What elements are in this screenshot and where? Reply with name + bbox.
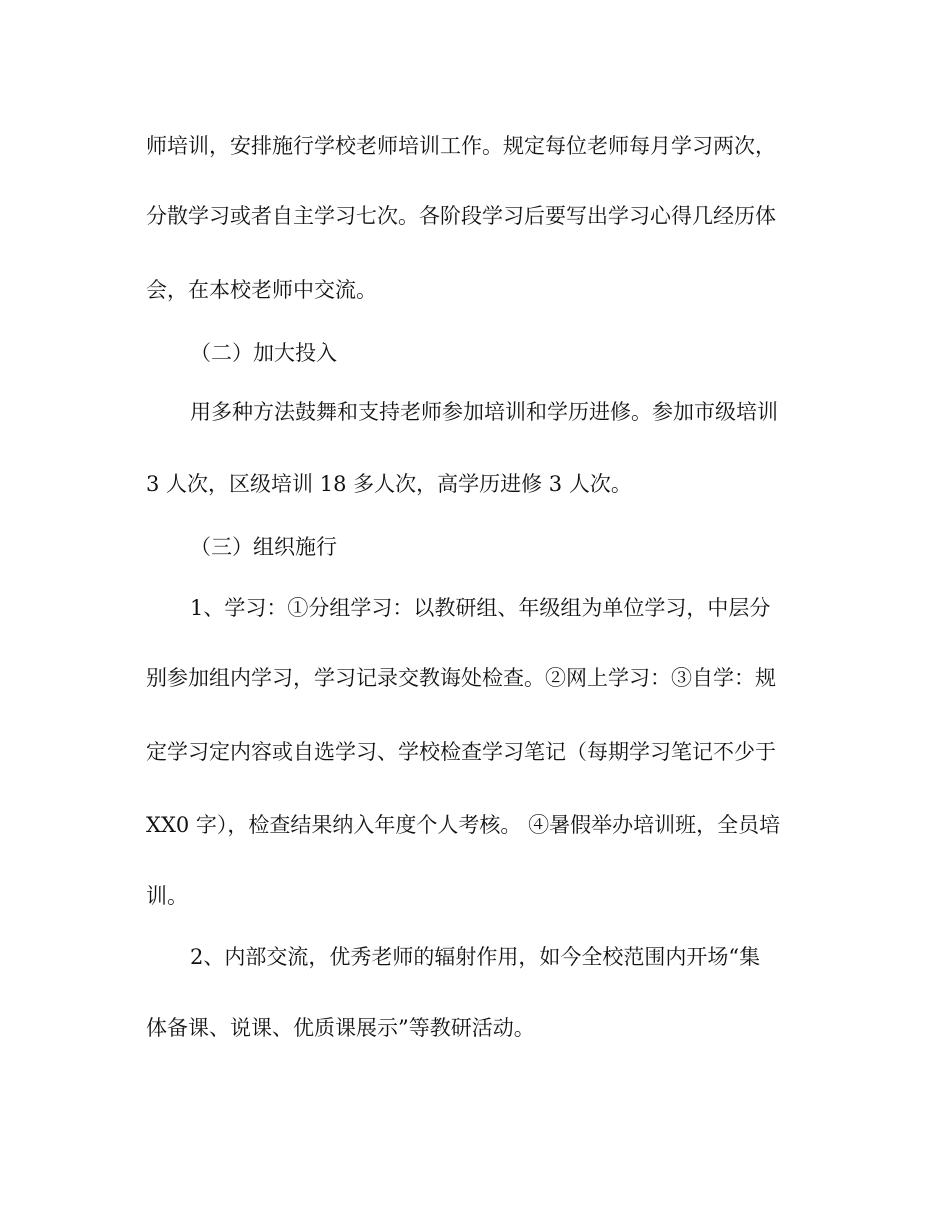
text-line-12: 训。 <box>146 884 188 908</box>
text-line-14: 体备课、说课、优质课展示”等教研活动。 <box>146 1016 535 1040</box>
text-line-3: 会，在本校老师中交流。 <box>146 278 377 302</box>
text-line-2: 分散学习或者自主学习七次。各阶段学习后要写出学习心得几经历体 <box>146 204 776 228</box>
text-line-1: 师培训，安排施行学校老师培训工作。规定每位老师每月学习两次， <box>146 134 776 158</box>
section-heading-2: （二）加大投入 <box>190 341 337 365</box>
text-line-10: 定学习定内容或自选学习、学校检查学习笔记（每期学习笔记不少于 <box>146 740 776 764</box>
text-line-11: XX0 字），检查结果纳入年度个人考核。 ④暑假举办培训班，全员培 <box>146 813 781 837</box>
text-line-8: 1、学习：①分组学习：以教研组、年级组为单位学习，中层分 <box>190 596 771 620</box>
text-line-6: 3 人次，区级培训 18 多人次，高学历进修 3 人次。 <box>146 472 632 496</box>
text-line-9: 别参加组内学习，学习记录交教诲处检查。②网上学习：③自学：规 <box>146 666 776 690</box>
text-line-5: 用多种方法鼓舞和支持老师参加培训和学历进修。参加市级培训 <box>190 400 778 424</box>
section-heading-3: （三）组织施行 <box>190 535 337 559</box>
text-line-13: 2、内部交流，优秀老师的辐射作用，如今全校范围内开场“集 <box>190 945 761 969</box>
